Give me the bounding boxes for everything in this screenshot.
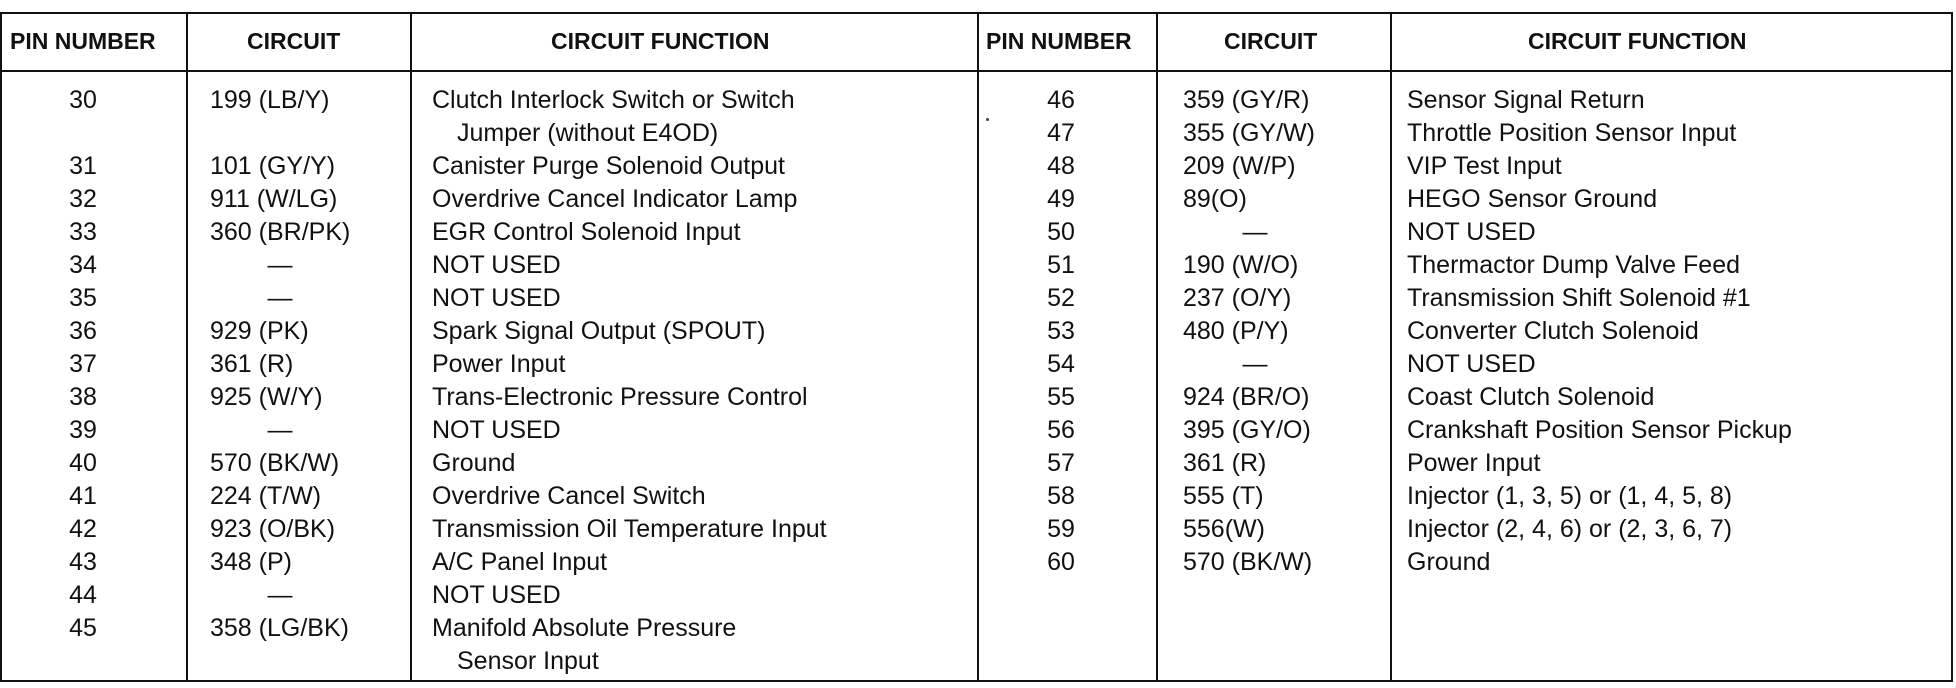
cell-pin: 34 <box>69 251 97 279</box>
cell-pin: 44 <box>69 581 97 609</box>
cell-function: Converter Clutch Solenoid <box>1407 317 1699 345</box>
cell-function: Injector (1, 3, 5) or (1, 4, 5, 8) <box>1407 482 1733 510</box>
cell-function: Throttle Position Sensor Input <box>1407 119 1737 147</box>
cell-circuit: — <box>267 251 293 279</box>
cell-circuit: — <box>1242 218 1268 246</box>
column-divider <box>977 12 979 682</box>
cell-circuit: 570 (BK/W) <box>210 449 340 477</box>
cell-function: Injector (2, 4, 6) or (2, 3, 6, 7) <box>1407 515 1733 543</box>
cell-pin: 55 <box>1047 383 1075 411</box>
cell-circuit: 190 (W/O) <box>1183 251 1299 279</box>
cell-function: Transmission Oil Temperature Input <box>432 515 827 543</box>
cell-function: Canister Purge Solenoid Output <box>432 152 785 180</box>
cell-pin: 32 <box>69 185 97 213</box>
cell-circuit: 929 (PK) <box>210 317 309 345</box>
cell-function: NOT USED <box>432 416 561 444</box>
cell-pin: 59 <box>1047 515 1075 543</box>
cell-pin: 57 <box>1047 449 1075 477</box>
cell-pin: 30 <box>69 86 97 114</box>
cell-pin: 45 <box>69 614 97 642</box>
cell-circuit: 209 (W/P) <box>1183 152 1296 180</box>
cell-circuit: 358 (LG/BK) <box>210 614 349 642</box>
cell-circuit: 89(O) <box>1183 185 1247 213</box>
cell-function: Thermactor Dump Valve Feed <box>1407 251 1740 279</box>
cell-function: NOT USED <box>1407 218 1536 246</box>
cell-pin: 49 <box>1047 185 1075 213</box>
cell-circuit: 348 (P) <box>210 548 292 576</box>
cell-function: Power Input <box>432 350 566 378</box>
cell-function: NOT USED <box>432 581 561 609</box>
cell-circuit: — <box>267 284 293 312</box>
cell-pin: 50 <box>1047 218 1075 246</box>
cell-circuit: 911 (W/LG) <box>210 185 338 213</box>
cell-pin: 41 <box>69 482 97 510</box>
cell-pin: 51 <box>1047 251 1075 279</box>
cell-pin: 53 <box>1047 317 1075 345</box>
cell-circuit: 925 (W/Y) <box>210 383 323 411</box>
cell-pin: 60 <box>1047 548 1075 576</box>
column-divider <box>410 12 412 682</box>
cell-circuit: 360 (BR/PK) <box>210 218 351 246</box>
cell-function: NOT USED <box>1407 350 1536 378</box>
cell-function: NOT USED <box>432 251 561 279</box>
cell-pin: 46 <box>1047 86 1075 114</box>
cell-function: Transmission Shift Solenoid #1 <box>1407 284 1751 312</box>
cell-circuit: 361 (R) <box>210 350 294 378</box>
cell-pin: 40 <box>69 449 97 477</box>
cell-circuit: 395 (GY/O) <box>1183 416 1311 444</box>
cell-circuit: 355 (GY/W) <box>1183 119 1315 147</box>
cell-circuit: 101 (GY/Y) <box>210 152 336 180</box>
cell-pin: 56 <box>1047 416 1075 444</box>
cell-circuit: 923 (O/BK) <box>210 515 336 543</box>
cell-circuit: 224 (T/W) <box>210 482 322 510</box>
cell-function: Trans-Electronic Pressure Control <box>432 383 808 411</box>
cell-function: Overdrive Cancel Switch <box>432 482 706 510</box>
header-circuit-function-left: CIRCUIT FUNCTION <box>551 28 770 54</box>
header-rule <box>0 70 1953 72</box>
cell-function2: Sensor Input <box>457 647 599 675</box>
cell-function: Sensor Signal Return <box>1407 86 1645 114</box>
cell-function: Coast Clutch Solenoid <box>1407 383 1655 411</box>
cell-pin: 43 <box>69 548 97 576</box>
cell-pin: 36 <box>69 317 97 345</box>
cell-function: Ground <box>432 449 516 477</box>
cell-circuit: 570 (BK/W) <box>1183 548 1313 576</box>
header-circuit-left: CIRCUIT <box>247 28 341 54</box>
cell-circuit: 556(W) <box>1183 515 1265 543</box>
cell-circuit: — <box>267 581 293 609</box>
cell-pin: 35 <box>69 284 97 312</box>
cell-pin: 58 <box>1047 482 1075 510</box>
cell-function: Clutch Interlock Switch or Switch <box>432 86 795 114</box>
cell-circuit: 480 (P/Y) <box>1183 317 1289 345</box>
cell-pin: 38 <box>69 383 97 411</box>
cell-pin: 48 <box>1047 152 1075 180</box>
column-divider <box>1156 12 1158 682</box>
cell-circuit: 359 (GY/R) <box>1183 86 1310 114</box>
cell-pin: 39 <box>69 416 97 444</box>
cell-function: HEGO Sensor Ground <box>1407 185 1658 213</box>
cell-function: A/C Panel Input <box>432 548 608 576</box>
cell-circuit: — <box>267 416 293 444</box>
cell-pin: 54 <box>1047 350 1075 378</box>
cell-circuit: 924 (BR/O) <box>1183 383 1310 411</box>
cell-pin: 52 <box>1047 284 1075 312</box>
scan-speck <box>986 118 989 121</box>
cell-pin: 33 <box>69 218 97 246</box>
header-circuit-function-right: CIRCUIT FUNCTION <box>1528 28 1747 54</box>
cell-circuit: — <box>1242 350 1268 378</box>
cell-circuit: 199 (LB/Y) <box>210 86 330 114</box>
cell-function: Overdrive Cancel Indicator Lamp <box>432 185 798 213</box>
header-pin-number-left: PIN NUMBER <box>10 28 156 54</box>
cell-function: Spark Signal Output (SPOUT) <box>432 317 766 345</box>
cell-function2: Jumper (without E4OD) <box>457 119 719 147</box>
cell-function: VIP Test Input <box>1407 152 1562 180</box>
column-divider <box>186 12 188 682</box>
header-pin-number-right: PIN NUMBER <box>986 28 1132 54</box>
cell-pin: 47 <box>1047 119 1075 147</box>
column-divider <box>1390 12 1392 682</box>
cell-circuit: 237 (O/Y) <box>1183 284 1292 312</box>
cell-function: NOT USED <box>432 284 561 312</box>
cell-circuit: 361 (R) <box>1183 449 1267 477</box>
cell-function: Manifold Absolute Pressure <box>432 614 737 642</box>
cell-circuit: 555 (T) <box>1183 482 1264 510</box>
header-circuit-right: CIRCUIT <box>1224 28 1318 54</box>
cell-function: Crankshaft Position Sensor Pickup <box>1407 416 1792 444</box>
cell-function: EGR Control Solenoid Input <box>432 218 741 246</box>
cell-pin: 42 <box>69 515 97 543</box>
cell-pin: 37 <box>69 350 97 378</box>
cell-pin: 31 <box>69 152 97 180</box>
cell-function: Power Input <box>1407 449 1541 477</box>
cell-function: Ground <box>1407 548 1491 576</box>
